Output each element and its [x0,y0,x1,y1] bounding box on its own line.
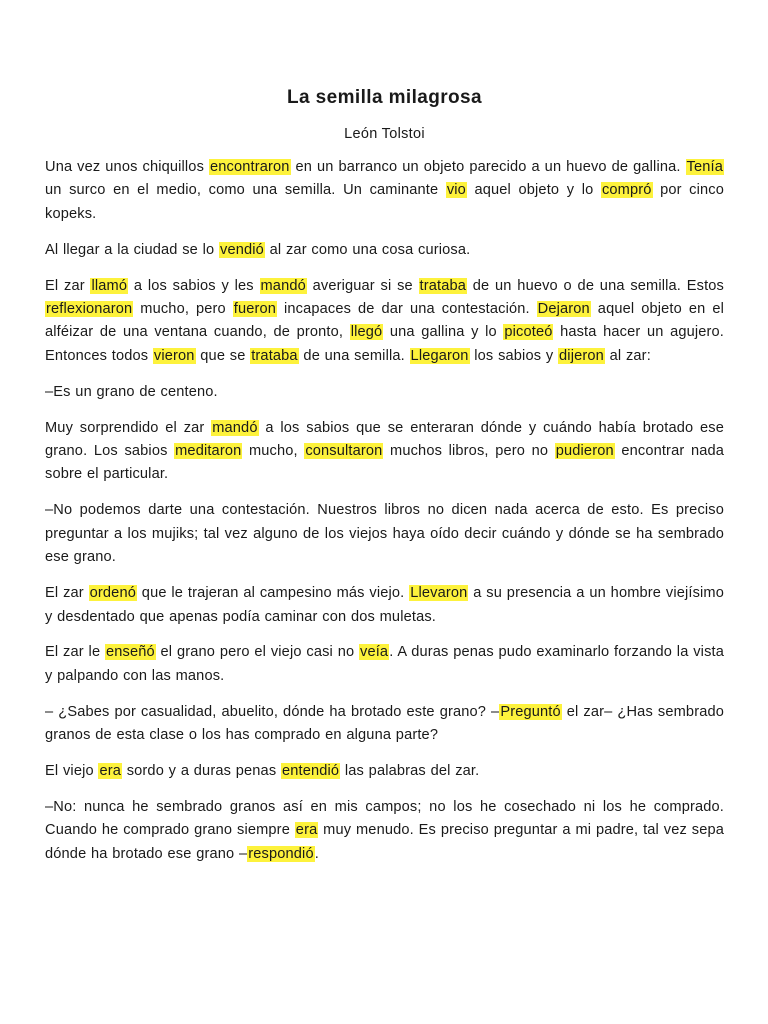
text-run: al zar como una cosa curiosa. [264,241,471,258]
text-run: al zar: [604,347,651,364]
text-run: El zar [45,585,89,602]
text-run: a los sabios y les [128,277,260,294]
text-run: aquel objeto en el alféizar de una ventana cuando, de pronto, [45,301,724,341]
text-run: –No: nunca he sembrado granos así en mis campos; no los he cosechado ni los he comprado. Cuando he comprado grano siempre [45,798,724,839]
highlighted-verb: dijeron [559,347,604,364]
text-run: mucho, [242,443,305,460]
document-author: León Tolstoi [344,126,425,142]
text-run: muchos libros, pero no [383,443,555,460]
highlighted-verb: era [99,763,121,780]
text-run: sordo y a duras penas [122,763,281,780]
highlighted-verb: Tenía [686,159,723,175]
text-run: por cinco kopeks. [45,182,724,222]
text-run: Al llegar a la ciudad se lo [45,241,220,258]
text-run: Muy sorprendido el zar [45,419,212,436]
highlighted-verb: Llevaron [410,585,468,602]
text-run: el zar– ¿Has sembrado granos de esta clase o los has comprado en alguna parte? [45,703,724,744]
text-run: – ¿Sabes por casualidad, abuelito, dónde ha brotado este grano? – [45,703,500,720]
text-run: encontrar nada sobre el particular. [45,443,725,483]
highlighted-verb: vendió [220,241,264,258]
highlighted-verb: veía [360,644,389,661]
paragraph [45,156,724,226]
paragraph [45,641,724,688]
text-run: una gallina y lo [383,324,504,341]
highlighted-verb: encontraron [209,159,290,175]
highlighted-verb: entendió [281,763,340,780]
text-run: El viejo [45,763,99,780]
paragraph [45,499,724,569]
highlighted-verb: trataba [251,347,298,364]
highlighted-verb: era [295,822,318,839]
text-run: en un barranco un objeto parecido a un huevo de gallina. [290,159,686,175]
highlighted-verb: consultaron [305,443,383,460]
paragraph [45,796,724,866]
text-run: mucho, pero [133,301,233,318]
highlighted-verb: vieron [153,347,195,364]
text-run: de un huevo o de una semilla. Estos [467,277,724,294]
highlighted-verb: Preguntó [500,703,561,720]
highlighted-verb: vio [446,182,466,199]
highlighted-verb: Llegaron [410,347,469,364]
highlighted-verb: respondió [248,845,314,862]
text-run: . A duras penas pudo examinarlo forzando la vista y palpando con las manos. [45,644,724,684]
text-run: El zar le [45,644,105,661]
paragraph [45,381,724,404]
highlighted-verb: pudieron [555,443,614,460]
text-run: . [314,845,319,862]
text-run: hasta hacer un agujero. Entonces todos [45,324,725,364]
text-run: Una vez unos chiquillos [45,159,209,175]
text-run: que se [195,347,251,364]
text-run: de una semilla. [298,347,410,364]
text-run: a su presencia a un hombre viejísimo y desdentado que apenas podía caminar con dos muletas. [45,585,724,625]
highlighted-verb: mandó [212,419,258,436]
highlighted-verb: compró [601,182,652,199]
highlighted-verb: fueron [233,301,277,318]
text-run: un surco en el medio, como una semilla. Un caminante [45,182,446,199]
text-run: –No podemos darte una contestación. Nuestros libros no dicen nada acerca de esto. Es preciso preguntar a los mujiks; tal vez alguno de los viejos haya oído decir cuándo y dónde se ha sembrado ese grano. [45,502,724,566]
paragraph [45,239,724,262]
text-run: a los sabios que se enteraran dónde y cuándo había brotado ese grano. Los sabios [45,419,724,460]
document-title: La semilla milagrosa [287,87,482,108]
highlighted-verb: Dejaron [537,301,590,318]
text-run: los sabios y [469,347,559,364]
text-run: averiguar si se [306,277,419,294]
text-run: las palabras del zar. [340,763,480,780]
text-run: El zar [45,277,91,294]
highlighted-verb: llamó [91,277,128,294]
text-run: el grano pero el viejo casi no [155,644,360,661]
paragraph [45,417,724,487]
text-run: muy menudo. Es preciso preguntar a mi padre, tal vez sepa dónde ha brotado ese grano – [45,822,724,862]
paragraph [45,275,724,369]
paragraph [45,701,724,748]
highlighted-verb: trataba [419,277,467,294]
text-run: aquel objeto y lo [466,182,601,199]
highlighted-verb: meditaron [175,443,242,460]
highlighted-verb: picoteó [504,324,553,341]
paragraph [45,760,724,783]
highlighted-verb: llegó [350,324,383,341]
highlighted-verb: mandó [260,277,306,294]
text-run: que le trajeran al campesino más viejo. [136,585,410,602]
highlighted-verb: enseñó [105,644,155,661]
highlighted-verb: reflexionaron [46,301,133,318]
highlighted-verb: ordenó [89,585,136,602]
paragraph [45,582,724,629]
document-body [45,156,724,866]
text-run: –Es un grano de centeno. [45,383,218,400]
text-run: incapaces de dar una contestación. [277,301,537,318]
